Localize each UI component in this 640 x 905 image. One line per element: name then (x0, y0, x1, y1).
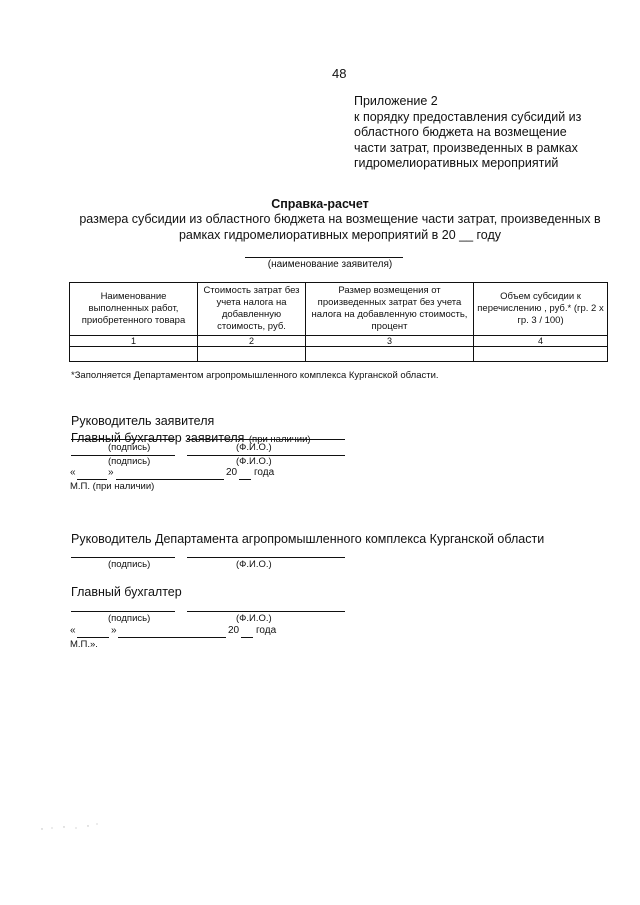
date-day-line (77, 479, 107, 480)
scan-noise-dot (41, 828, 42, 829)
fio-caption: (Ф.И.О.) (236, 559, 272, 570)
calculation-table (69, 282, 608, 362)
table-cell (306, 347, 474, 362)
fio-line (187, 611, 345, 612)
table-column-number: 2 (198, 336, 306, 347)
scan-noise-dot (96, 823, 97, 824)
date-year-line (239, 479, 251, 480)
date-open-quote: « (70, 467, 76, 478)
date-close-quote: » (108, 467, 114, 478)
signature-caption: (подпись) (108, 613, 151, 624)
date-month-line (118, 637, 226, 638)
table-header-cell: Размер возмещения от произведенных затрат без учета налога на добавленную стоимость, процент (306, 283, 474, 336)
department-head-label: Руководитель Департамента агропромышленного комплекса Курганской области (71, 532, 545, 546)
table-header-cell: Наименование выполненных работ, приобретенного товара (70, 283, 198, 336)
appendix-line: к порядку предоставления субсидий из (354, 109, 582, 124)
scan-noise-dot (87, 825, 88, 826)
stamp-end-note: М.П.». (70, 639, 98, 650)
date-year-prefix: 20 (228, 625, 240, 636)
appendix-line: гидромелиоративных мероприятий (354, 156, 559, 170)
signature-caption: (подпись) (108, 456, 151, 467)
date-day-line (77, 637, 109, 638)
table-header-cell: Объем субсидии к перечислению , руб.* (гр. 2 х гр. 3 / 100) (474, 283, 608, 336)
date-year-line (241, 637, 253, 638)
scan-noise (38, 820, 102, 834)
table-header-cell: Стоимость затрат без учета налога на добавленную стоимость, руб. (198, 283, 306, 336)
date-month-line (116, 479, 224, 480)
table-column-number: 1 (70, 336, 198, 347)
signature-caption: (подпись) (108, 559, 151, 570)
date-year-word: года (256, 625, 277, 636)
signature-line (71, 611, 175, 612)
page-number: 48 (332, 66, 347, 81)
appendix-line: части затрат, произведенных в рамках (354, 140, 578, 155)
applicant-caption: (наименование заявителя) (267, 259, 393, 270)
date-close-quote: » (111, 625, 117, 636)
fio-caption: (Ф.И.О.) (236, 442, 272, 453)
scan-noise-dot (51, 827, 52, 828)
footnote: *Заполняется Департаментом агропромышленного комплекса Курганской области. (71, 370, 439, 381)
date-open-quote: « (70, 625, 76, 636)
signature-caption: (подпись) (108, 442, 151, 453)
appendix-line: Приложение 2 (354, 94, 438, 108)
scan-noise-dot (63, 826, 64, 827)
signature-line (71, 557, 175, 558)
applicant-accountant-block (71, 429, 311, 447)
appendix-header (354, 94, 581, 172)
table-cell (70, 347, 198, 362)
fio-line (187, 557, 345, 558)
date-year-word: года (254, 467, 275, 478)
applicant-head-label: Руководитель заявителя (71, 414, 215, 428)
fio-caption: (Ф.И.О.) (236, 613, 272, 624)
applicant-name-line (245, 257, 403, 258)
if-any-note: (при наличии) (248, 434, 311, 445)
applicant-accountant-label: Главный бухгалтер заявителя (71, 431, 245, 445)
chief-accountant-label: Главный бухгалтер (71, 585, 182, 599)
table-cell (474, 347, 608, 362)
stamp-note: М.П. (при наличии) (70, 481, 155, 492)
scan-noise-dot (75, 827, 76, 828)
date-year-prefix: 20 (226, 467, 238, 478)
fio-caption: (Ф.И.О.) (236, 456, 272, 467)
appendix-line: областного бюджета на возмещение (354, 125, 567, 139)
document-subtitle: размера субсидии из областного бюджета на возмещение части затрат, произведенных в рамках гидромелиоративных мероприятий в 20 __ году (79, 212, 601, 242)
document-title: Справка-расчет (271, 197, 369, 211)
table-column-number: 3 (306, 336, 474, 347)
table-cell (198, 347, 306, 362)
table-column-number: 4 (474, 336, 608, 347)
